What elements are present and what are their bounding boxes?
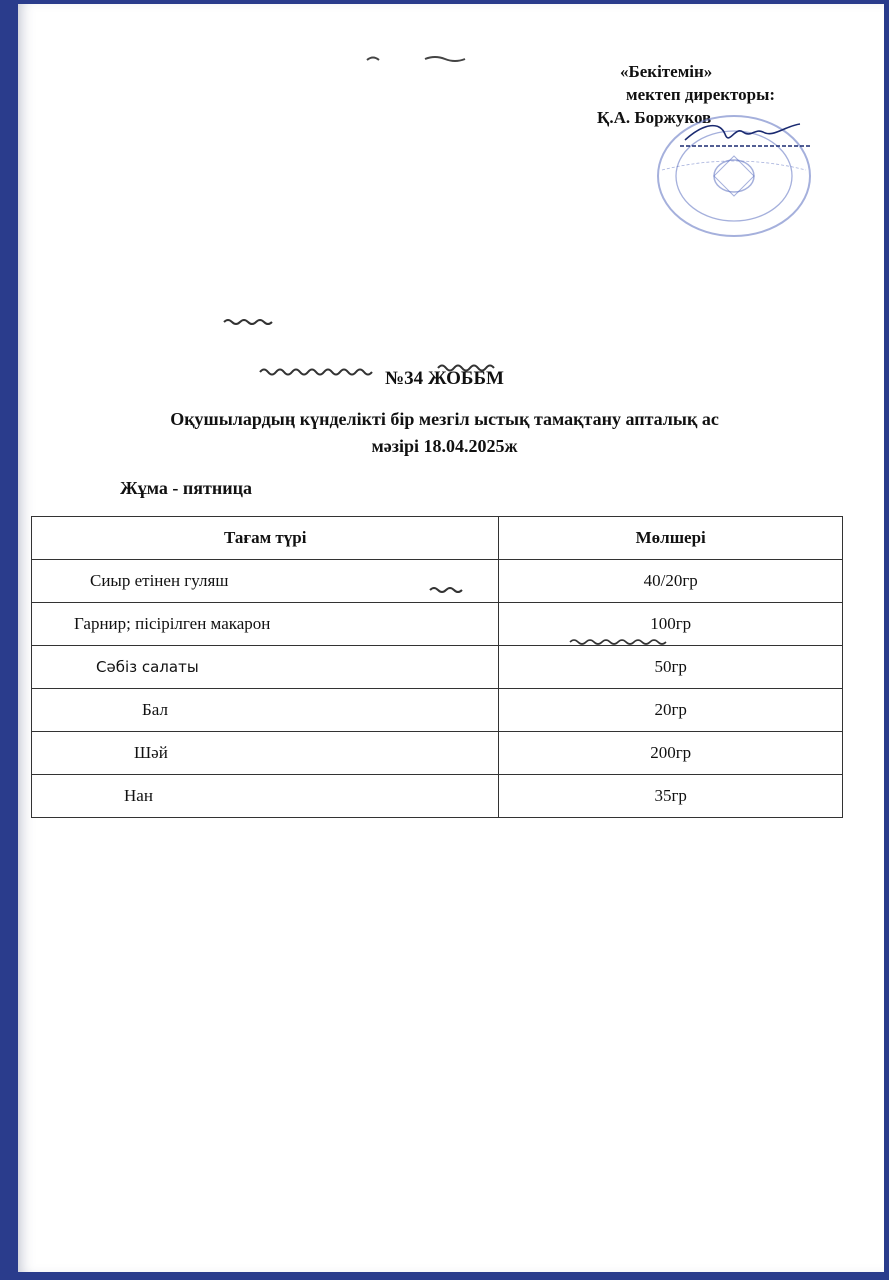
- dish-cell: [32, 646, 499, 689]
- school-title: №34 ЖОББМ: [385, 368, 504, 389]
- approval-label: «Бекітемін»: [620, 62, 713, 81]
- menu-title-line1: Оқушылардың күнделікті бір мезгіл ыстық тамақтану апталық ас: [170, 409, 719, 429]
- scan-smudge-icon: [428, 585, 468, 595]
- amount-cell: 100гр: [499, 603, 843, 646]
- amount-cell: 40/20гр: [499, 560, 843, 603]
- menu-table: [31, 516, 843, 818]
- dish-name: Бал: [142, 700, 168, 719]
- dish-cell: [32, 689, 499, 732]
- dish-name: Гарнир; пісірілген макарон: [74, 614, 271, 633]
- table-row: [32, 560, 843, 603]
- dish-cell: [32, 732, 499, 775]
- table-row: [32, 775, 843, 818]
- signature-icon: [665, 116, 815, 156]
- scan-smudge-icon: [568, 636, 673, 648]
- table-row: [32, 732, 843, 775]
- dish-cell: [32, 603, 499, 646]
- dish-cell: [32, 560, 499, 603]
- dish-name: Шәй: [134, 743, 168, 762]
- menu-title-line2: мәзірі 18.04.2025ж: [371, 436, 518, 456]
- table-row: [32, 646, 843, 689]
- table-row: [32, 689, 843, 732]
- dish-cell: [32, 775, 499, 818]
- amount-cell: 35гр: [499, 775, 843, 818]
- scan-smudge-icon: [365, 52, 485, 66]
- day-label: Жұма - пятница: [120, 478, 252, 498]
- table-row: [32, 603, 843, 646]
- approval-position: мектеп директоры:: [626, 85, 776, 104]
- dish-name: Сиыр етінен гуляш: [90, 571, 229, 590]
- column-header-dish: Тағам түрі: [32, 517, 499, 560]
- amount-cell: 20гр: [499, 689, 843, 732]
- amount-cell: 50гр: [499, 646, 843, 689]
- column-header-amount: Мөлшері: [499, 517, 843, 560]
- approval-name: Қ.А. Боржуков: [597, 108, 712, 127]
- dish-name: Сәбіз салаты: [96, 658, 199, 676]
- amount-cell: 200гр: [499, 732, 843, 775]
- scan-smudge-icon: [222, 316, 282, 328]
- table-header-row: [32, 517, 843, 560]
- dish-name: Нан: [124, 786, 153, 805]
